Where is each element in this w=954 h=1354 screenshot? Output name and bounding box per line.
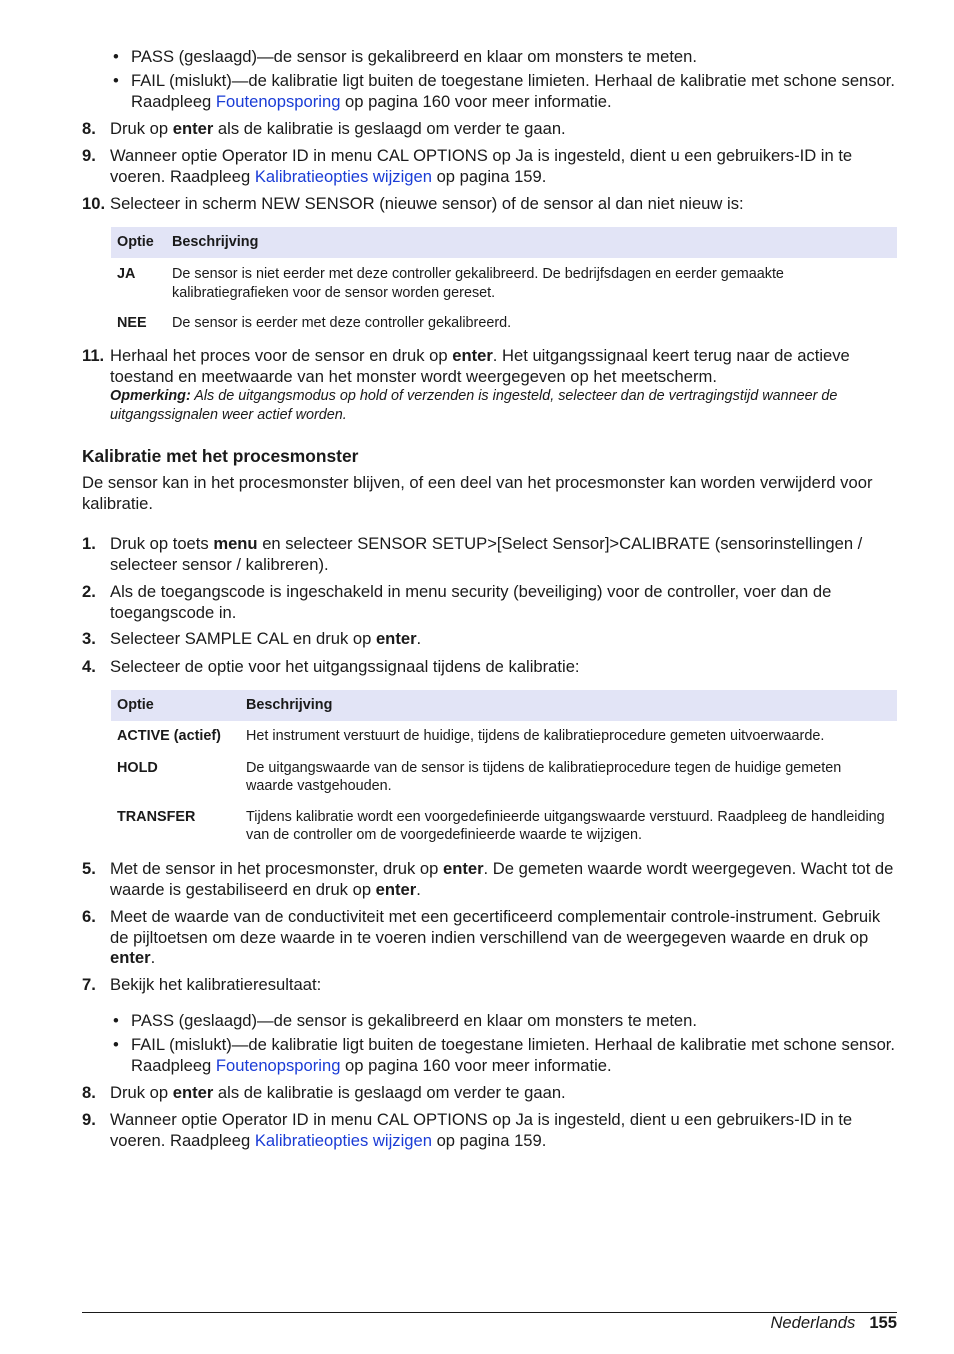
bullet-fail: FAIL (mislukt)—de kalibratie ligt buiten de toegestane limieten. Herhaal de kalibratie met schone sensor. Raadpleeg Foutenopsporing op pagina 160 voor meer informatie.: [131, 71, 896, 111]
step-8: Druk op enter als de kalibratie is geslaagd om verder te gaan.: [110, 119, 566, 138]
table-row: [111, 258, 897, 308]
bullet-marker: •: [113, 1011, 119, 1030]
step-8: Druk op enter als de kalibratie is geslaagd om verder te gaan.: [110, 1083, 566, 1102]
footer-language: Nederlands: [770, 1313, 856, 1332]
description-cell: De sensor is eerder met deze controller gekalibreerd.: [172, 315, 512, 331]
table-row: [111, 721, 897, 752]
bullet-pass: PASS (geslaagd)—de sensor is gekalibreerd en klaar om monsters te meten.: [131, 47, 697, 66]
step-9: Wanneer optie Operator ID in menu CAL OPTIONS op Ja is ingesteld, dient u een gebruikers-ID in te voeren. Raadpleeg Kalibratieopties wijzigen op pagina 159.: [110, 1110, 853, 1150]
bullet-marker: •: [113, 1035, 119, 1054]
description-cell: De sensor is niet eerder met deze controller gekalibreerd. De bedrijfsdagen en eerder gemaakte kalibratiegrafieken voor de sensor worden gereset.: [172, 266, 784, 301]
description-cell: Het instrument verstuurt de huidige, tijdens de kalibratieprocedure gemeten uitvoerwaarde.: [246, 728, 825, 744]
step-7: Bekijk het kalibratieresultaat:: [110, 975, 322, 994]
step-4: Selecteer de optie voor het uitgangssignaal tijdens de kalibratie:: [110, 657, 580, 676]
table-header-row: [111, 227, 897, 258]
bullet-marker: •: [113, 47, 119, 66]
bullet-marker: •: [113, 71, 119, 90]
step-number: 4.: [82, 657, 96, 676]
description-cell: De uitgangswaarde van de sensor is tijdens de kalibratieprocedure tegen de huidige gemeten waarde vastgehouden.: [246, 759, 842, 794]
step-6: Meet de waarde van de conductiviteit met een gecertificeerd complementair controle-instrument. Gebruik de pijltoetsen om deze waarde in te voeren indien verschillend van de weergegeven waarde en druk op enter.: [110, 907, 881, 967]
link-foutenopsporing[interactable]: Foutenopsporing: [215, 1055, 341, 1075]
table-row: [111, 308, 897, 339]
bullet-pass: PASS (geslaagd)—de sensor is gekalibreerd en klaar om monsters te meten.: [131, 1011, 697, 1030]
step-9: Wanneer optie Operator ID in menu CAL OPTIONS op Ja is ingesteld, dient u een gebruikers-ID in te voeren. Raadpleeg Kalibratieopties wijzigen op pagina 159.: [110, 146, 853, 186]
column-header: Beschrijving: [240, 690, 897, 721]
step-11: Herhaal het proces voor de sensor en druk op enter. Het uitgangssignaal keert terug naar de actieve toestand en meetwaarde van het monster wordt weergegeven op het meetscherm.: [110, 346, 850, 386]
page-footer: [770, 1313, 897, 1333]
link-kalibratieopties[interactable]: Kalibratieopties wijzigen: [254, 166, 432, 186]
option-cell: NEE: [117, 315, 147, 331]
description-cell: Tijdens kalibratie wordt een voorgedefinieerde uitgangswaarde verstuurd. Raadpleeg de handleiding van de controller om de voorgedefinieerde waarde te wijzigen.: [246, 808, 885, 843]
option-cell: ACTIVE (actief): [117, 728, 221, 744]
step-number: 9.: [82, 146, 96, 165]
step-number: 8.: [82, 1083, 96, 1102]
step-number: 6.: [82, 907, 96, 926]
step-number: 11.: [82, 346, 105, 365]
section-intro: De sensor kan in het procesmonster blijven, of een deel van het procesmonster kan worden verwijderd voor kalibratie.: [82, 473, 873, 513]
link-foutenopsporing[interactable]: Foutenopsporing: [215, 91, 341, 111]
link-kalibratieopties[interactable]: Kalibratieopties wijzigen: [254, 1130, 432, 1150]
step-1: Druk op toets menu en selecteer SENSOR SETUP>[Select Sensor]>CALIBRATE (sensorinstellingen / selecteer sensor / kalibreren).: [110, 534, 863, 574]
step-number: 2.: [82, 582, 96, 601]
step-2: Als de toegangscode is ingeschakeld in menu security (beveiliging) voor de controller, voer dan de toegangscode in.: [110, 582, 832, 622]
step-5: Met de sensor in het procesmonster, druk op enter. De gemeten waarde wordt weergegeven. Wacht tot de waarde is gestabiliseerd en druk op enter.: [110, 859, 894, 899]
section-heading: Kalibratie met het procesmonster: [82, 446, 359, 466]
note: Opmerking: Als de uitgangsmodus op hold of verzenden is ingesteld, selecteer dan de vertragingstijd wanneer de uitgangssignalen weer actief worden.: [110, 388, 838, 423]
step-number: 8.: [82, 119, 96, 138]
options-table-output-signal: [111, 690, 897, 851]
table-row: [111, 802, 897, 851]
option-cell: HOLD: [117, 759, 158, 776]
options-table-new-sensor: [111, 227, 897, 339]
option-cell: TRANSFER: [117, 808, 196, 825]
step-number: 3.: [82, 629, 96, 648]
table-header-row: [111, 690, 897, 721]
step-number: 9.: [82, 1110, 96, 1129]
column-header: Beschrijving: [166, 227, 897, 258]
step-number: 7.: [82, 975, 96, 994]
column-header: Optie: [111, 690, 240, 721]
table-row: [111, 752, 897, 802]
step-number: 1.: [82, 534, 96, 553]
option-cell: JA: [117, 266, 136, 282]
page-number: 155: [869, 1313, 897, 1332]
step-number: 10.: [82, 194, 106, 213]
step-number: 5.: [82, 859, 96, 878]
bullet-fail: FAIL (mislukt)—de kalibratie ligt buiten de toegestane limieten. Herhaal de kalibratie met schone sensor. Raadpleeg Foutenopsporing op pagina 160 voor meer informatie.: [131, 1035, 896, 1075]
column-header: Optie: [111, 227, 166, 258]
step-10: Selecteer in scherm NEW SENSOR (nieuwe sensor) of de sensor al dan niet nieuw is:: [110, 194, 744, 213]
step-3: Selecteer SAMPLE CAL en druk op enter.: [110, 629, 422, 648]
